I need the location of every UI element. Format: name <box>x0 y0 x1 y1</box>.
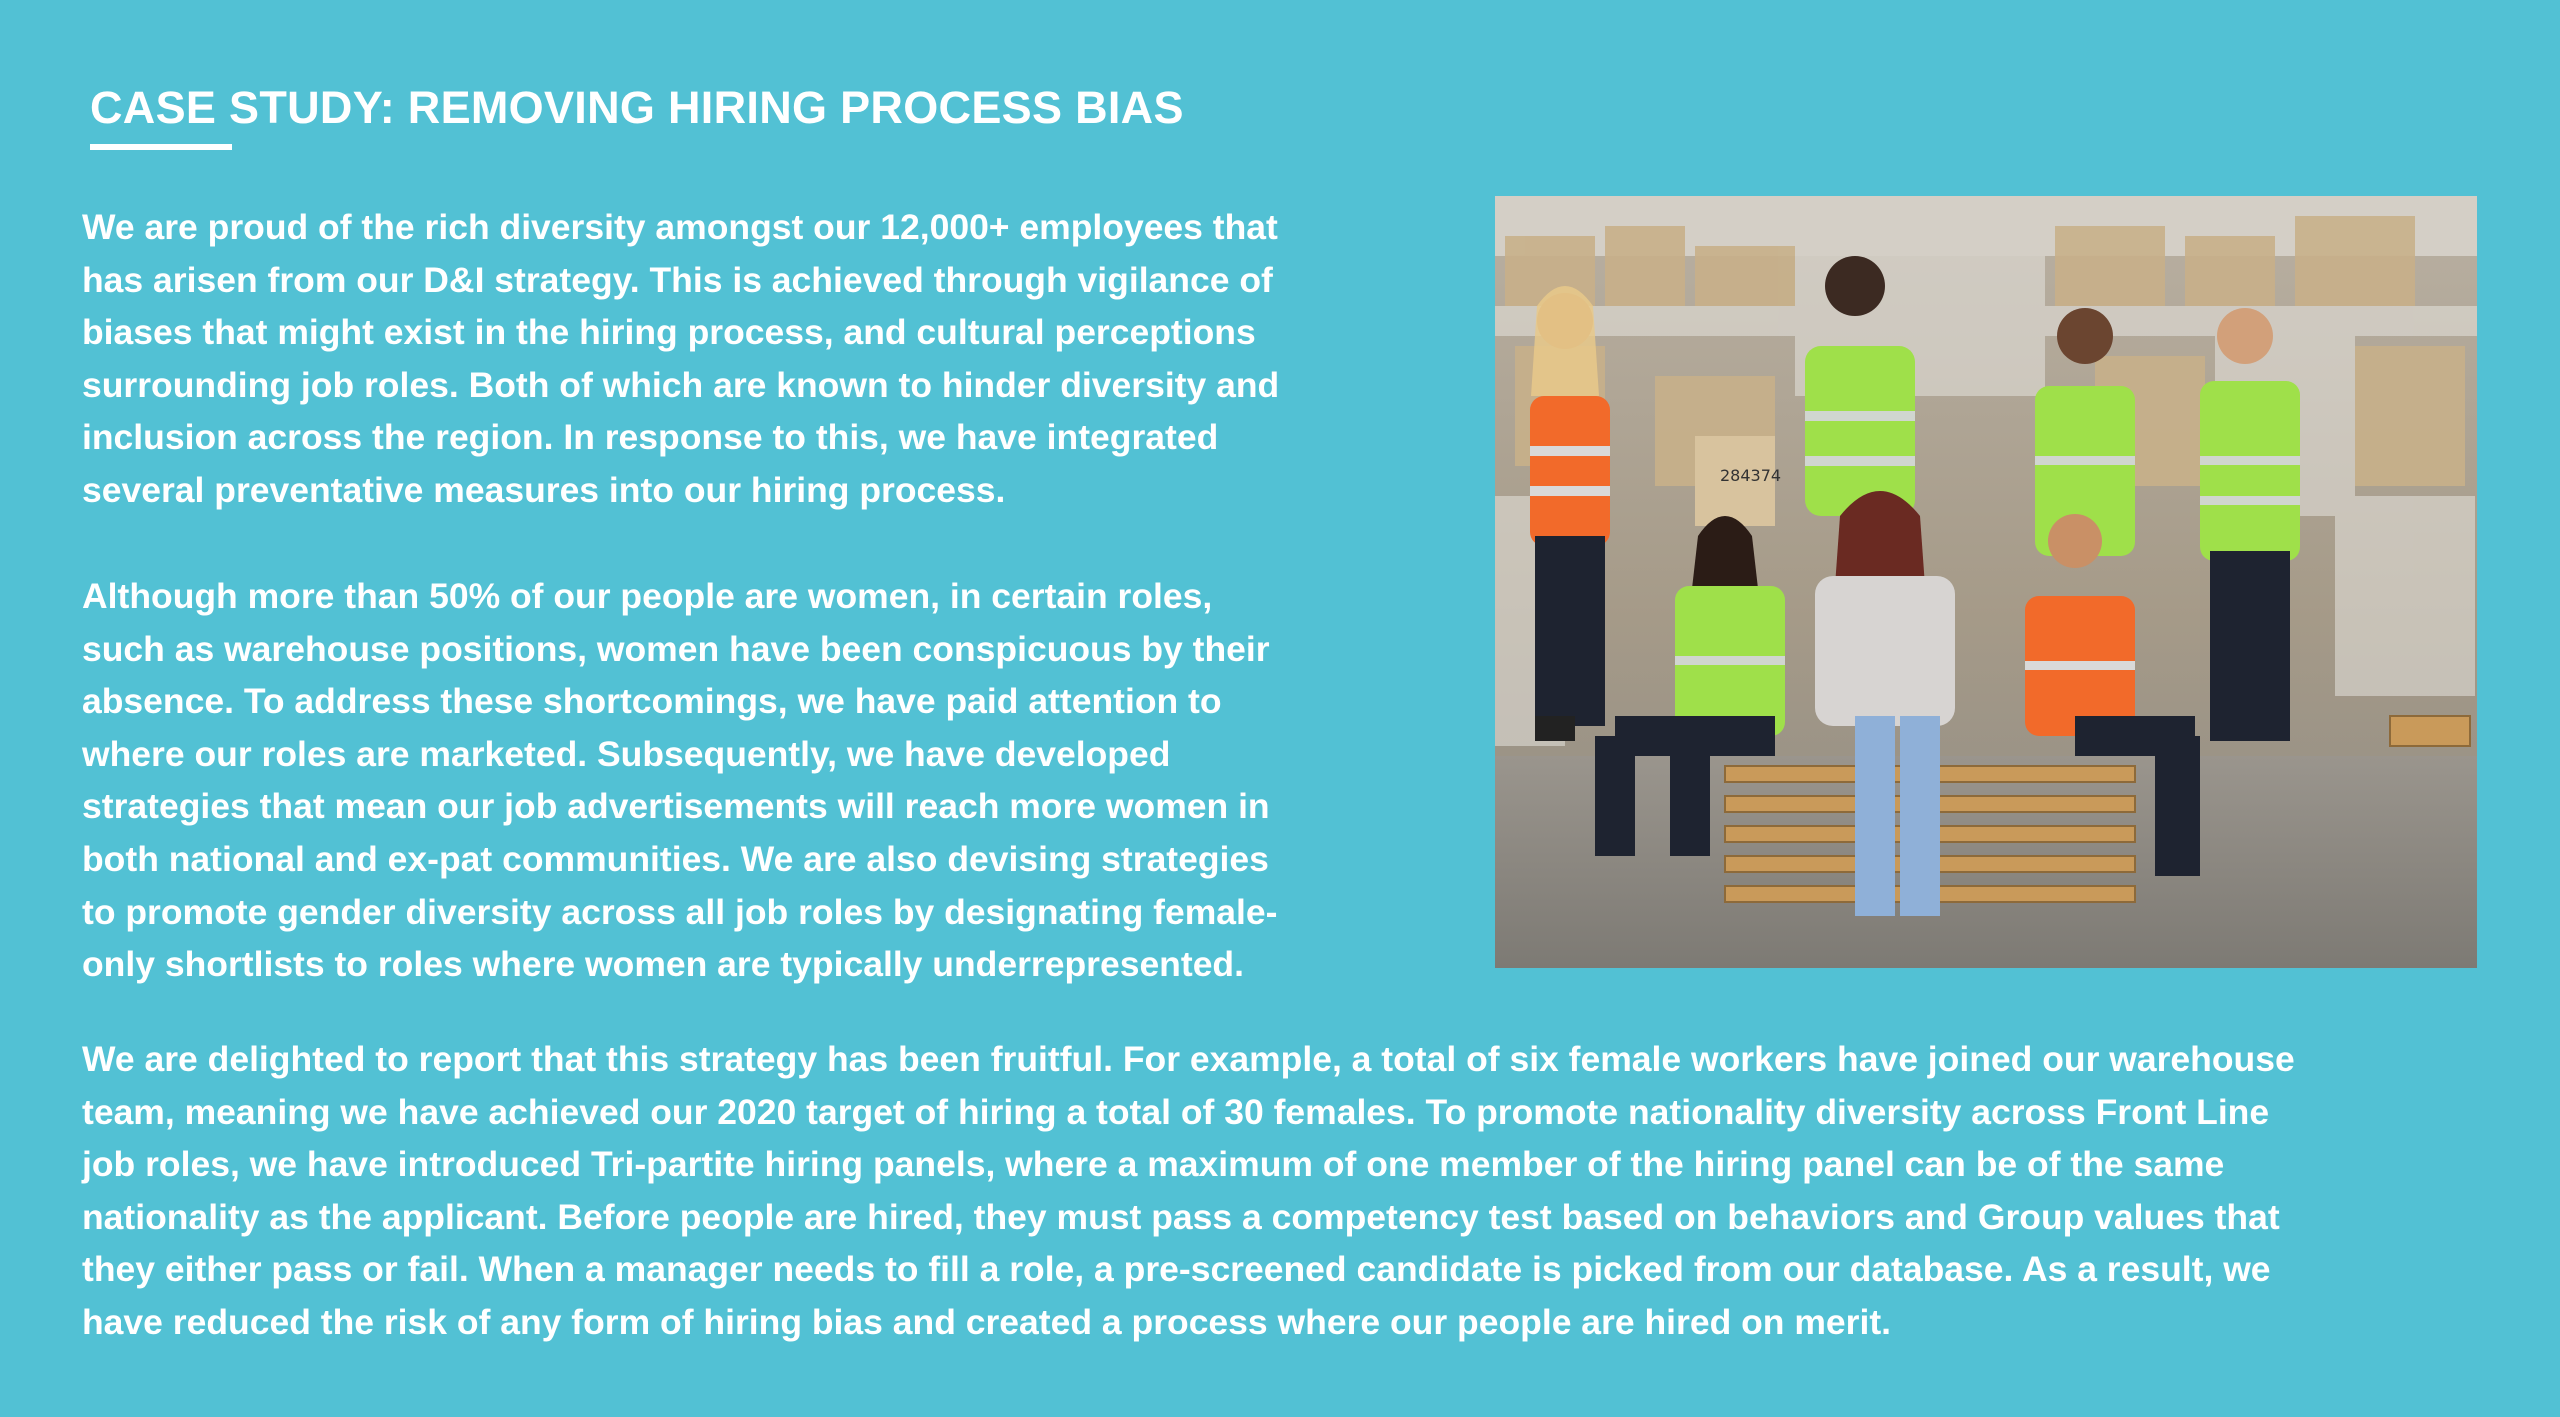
text-line: absence. To address these shortcomings, we have paid attention to <box>82 681 1222 722</box>
warehouse-team-photo <box>1495 196 2477 968</box>
paragraph-results <box>82 1033 2512 1349</box>
text-line: Although more than 50% of our people are women, in certain roles, <box>82 576 1213 616</box>
text-line: We are proud of the rich diversity amongst our 12,000+ employees that <box>82 207 1278 247</box>
page-title: CASE STUDY: REMOVING HIRING PROCESS BIAS <box>90 82 1184 133</box>
text-line: We are delighted to report that this strategy has been fruitful. For example, a total of six female workers have joined our warehouse <box>82 1039 2295 1079</box>
text-line: such as warehouse positions, women have been conspicuous by their <box>82 628 1270 669</box>
text-line: nationality as the applicant. Before people are hired, they must pass a competency test based on behaviors and Group values that <box>82 1196 2280 1237</box>
title-underline <box>90 144 232 150</box>
text-line: biases that might exist in the hiring process, and cultural perceptions <box>82 312 1256 353</box>
text-line: surrounding job roles. Both of which are known to hinder diversity and <box>82 364 1280 405</box>
text-line: they either pass or fail. When a manager needs to fill a role, a pre-screened candidate is picked from our database. As a result, we <box>82 1249 2271 1290</box>
text-line: several preventative measures into our hiring process. <box>82 469 1006 510</box>
paragraph-women-roles <box>82 570 1482 991</box>
text-line: job roles, we have introduced Tri-partite hiring panels, where a maximum of one member of the hiring panel can be of the same <box>82 1144 2225 1185</box>
box-label: 284374 <box>1720 466 1782 485</box>
text-line: where our roles are marketed. Subsequently, we have developed <box>82 733 1171 774</box>
text-line: strategies that mean our job advertisements will reach more women in <box>82 786 1270 827</box>
paragraph-intro <box>82 201 1482 517</box>
text-line: inclusion across the region. In response to this, we have integrated <box>82 417 1219 458</box>
text-line: have reduced the risk of any form of hiring bias and created a process where our people are hired on merit. <box>82 1301 1892 1342</box>
text-line: has arisen from our D&I strategy. This is achieved through vigilance of <box>82 259 1273 300</box>
text-line: both national and ex-pat communities. We are also devising strategies <box>82 838 1269 879</box>
text-line: only shortlists to roles where women are typically underrepresented. <box>82 944 1244 985</box>
text-line: to promote gender diversity across all job roles by designating female- <box>82 891 1278 932</box>
text-line: team, meaning we have achieved our 2020 target of hiring a total of 30 females. To promote nationality diversity across Front Line <box>82 1091 2270 1132</box>
